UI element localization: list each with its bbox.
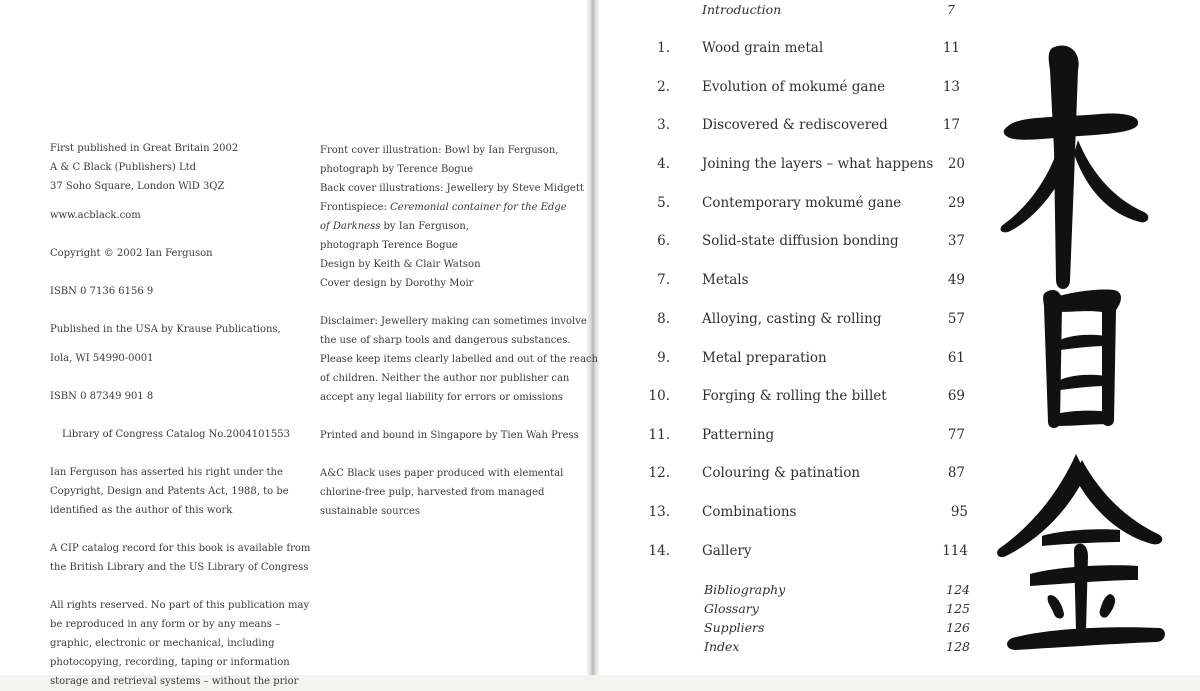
- toc-row[interactable]: [640, 195, 980, 219]
- kanji-kane: [997, 454, 1165, 650]
- credit-line: photograph Terence Bogue: [320, 240, 458, 251]
- toc-title: Alloying, casting & rolling: [702, 311, 882, 327]
- toc-row[interactable]: [640, 233, 980, 257]
- toc-row[interactable]: [640, 388, 980, 412]
- toc-row[interactable]: [640, 504, 980, 528]
- toc-page-number: 124: [946, 582, 970, 597]
- toc-row[interactable]: [640, 427, 980, 451]
- toc-page-number: 61: [947, 350, 965, 366]
- toc-title: Wood grain metal: [702, 40, 824, 56]
- credit-line: [320, 217, 598, 236]
- frontispiece-by: by Ian Ferguson,: [380, 221, 469, 232]
- website-link[interactable]: www.acblack.com: [50, 210, 141, 221]
- toc-row[interactable]: [640, 465, 980, 489]
- toc-page-number: 126: [946, 620, 970, 635]
- toc-page-number: 7: [947, 2, 955, 17]
- toc-row-index[interactable]: [640, 639, 980, 659]
- toc-row[interactable]: [640, 117, 980, 141]
- toc-page-number: 77: [947, 427, 965, 443]
- toc-page-number: 29: [947, 195, 965, 211]
- credit-line: [320, 198, 598, 217]
- frontispiece-title: of Darkness: [320, 221, 381, 232]
- toc-title: Combinations: [702, 504, 797, 520]
- rights-line: Copyright, Design and Patents Act, 1988, to be: [50, 486, 289, 497]
- toc-page-number: 95: [950, 504, 968, 520]
- toc-page-number: 128: [946, 639, 970, 654]
- printer-line: Printed and bound in Singapore by Tien Wah Press: [320, 430, 579, 441]
- frontispiece-title: Ceremonial container for the Edge: [390, 202, 567, 213]
- toc-number: 11.: [648, 427, 670, 443]
- cip-line: A CIP catalog record for this book is available from: [50, 543, 311, 554]
- toc-number: 14.: [648, 543, 670, 559]
- rights-line: Ian Ferguson has asserted his right under the: [50, 467, 283, 478]
- toc-title: Forging & rolling the billet: [702, 388, 887, 404]
- imprint-line: First published in Great Britain 2002: [50, 143, 239, 154]
- toc-page-number: 49: [947, 272, 965, 288]
- toc-page-number: 20: [947, 156, 965, 172]
- toc-number: 6.: [657, 233, 670, 249]
- reserved-line: be reproduced in any form or by any means –: [50, 619, 281, 630]
- credit-line: Design by Keith & Clair Watson: [320, 259, 481, 270]
- toc-number: 4.: [657, 156, 670, 172]
- toc-page-number: 69: [947, 388, 965, 404]
- toc-number: 5.: [657, 195, 670, 211]
- reserved-line: graphic, electronic or mechanical, including: [50, 638, 275, 649]
- usa-publisher: Published in the USA by Krause Publications,: [50, 324, 281, 335]
- credit-line: Back cover illustrations: Jewellery by Steve Midgett: [320, 183, 584, 194]
- toc-number: 2.: [657, 79, 670, 95]
- toc-page-number: 57: [947, 311, 965, 327]
- kanji-ki: [1001, 45, 1149, 289]
- toc-number: 1.: [657, 40, 670, 56]
- credit-line: photograph by Terence Bogue: [320, 164, 474, 175]
- disclaimer-line: Disclaimer: Jewellery making can sometimes involve: [320, 316, 587, 327]
- loc-catalog: Library of Congress Catalog No.2004101553: [62, 429, 290, 440]
- reserved-line: photocopying, recording, taping or information: [50, 657, 290, 668]
- toc-title: Solid-state diffusion bonding: [702, 233, 899, 249]
- toc-row[interactable]: [640, 156, 980, 180]
- toc-page-number: 13: [942, 79, 960, 95]
- copyright-line: Copyright © 2002 Ian Ferguson: [50, 248, 213, 259]
- toc-title: Gallery: [702, 543, 752, 559]
- toc-title: Metals: [702, 272, 749, 288]
- toc-page-number: 11: [942, 40, 960, 56]
- toc-number: 8.: [657, 311, 670, 327]
- toc-number: 9.: [657, 350, 670, 366]
- imprint-line: A & C Black (Publishers) Ltd: [50, 162, 197, 173]
- disclaimer-line: of children. Neither the author nor publisher can: [320, 373, 570, 384]
- toc-title: Evolution of mokumé gane: [702, 79, 886, 95]
- paper-line: A&C Black uses paper produced with elemental: [320, 468, 564, 479]
- toc-row[interactable]: [640, 543, 980, 567]
- toc-title: Colouring & patination: [702, 465, 861, 481]
- isbn-usa: ISBN 0 87349 901 8: [50, 391, 154, 402]
- toc-number: 10.: [648, 388, 670, 404]
- paper-line: sustainable sources: [320, 506, 421, 517]
- cip-line: the British Library and the US Library of Congress: [50, 562, 309, 573]
- credits-column: [320, 141, 598, 521]
- toc-page-number: 114: [942, 543, 968, 559]
- mokume-gane-calligraphy: [990, 30, 1170, 660]
- disclaimer-line: the use of sharp tools and dangerous substances.: [320, 335, 571, 346]
- toc-row[interactable]: [640, 311, 980, 335]
- kanji-me: [1043, 289, 1121, 428]
- toc-title: Glossary: [704, 601, 759, 616]
- paper-line: chlorine-free pulp, harvested from managed: [320, 487, 545, 498]
- credit-line: Front cover illustration: Bowl by Ian Ferguson,: [320, 145, 559, 156]
- toc-title: Suppliers: [704, 620, 765, 635]
- toc-number: 7.: [657, 272, 670, 288]
- rights-line: identified as the author of this work: [50, 505, 233, 516]
- toc-title: Contemporary mokumé gane: [702, 195, 902, 211]
- toc-number: 13.: [648, 504, 670, 520]
- imprint-column: [50, 139, 310, 691]
- disclaimer-line: Please keep items clearly labelled and out of the reach: [320, 354, 599, 365]
- toc-row[interactable]: [640, 350, 980, 374]
- toc-title: Joining the layers – what happens: [702, 156, 934, 172]
- toc-row-introduction[interactable]: [640, 2, 980, 26]
- frontispiece-label: Frontispiece:: [320, 202, 391, 213]
- disclaimer-line: accept any legal liability for errors or omissions: [320, 392, 563, 403]
- toc-number: 12.: [648, 465, 670, 481]
- toc-row-suppliers[interactable]: [640, 620, 980, 640]
- credit-line: Cover design by Dorothy Moir: [320, 278, 474, 289]
- toc-number: 3.: [657, 117, 670, 133]
- toc-title: Introduction: [702, 2, 782, 17]
- toc-row-bibliography[interactable]: [640, 582, 980, 602]
- imprint-line: 37 Soho Square, London WlD 3QZ: [50, 181, 225, 192]
- toc-title: Patterning: [702, 427, 775, 443]
- toc-page-number: 87: [947, 465, 965, 481]
- toc-row[interactable]: [640, 40, 980, 64]
- toc-row[interactable]: [640, 272, 980, 296]
- toc-title: Discovered & rediscovered: [702, 117, 888, 133]
- toc-title: Index: [704, 639, 740, 654]
- toc-page-number: 17: [942, 117, 960, 133]
- reserved-line: All rights reserved. No part of this publication may: [50, 600, 310, 611]
- toc-title: Metal preparation: [702, 350, 827, 366]
- reserved-line: storage and retrieval systems – without the prior: [50, 676, 299, 687]
- toc-page-number: 37: [947, 233, 965, 249]
- isbn-uk: ISBN 0 7136 6156 9: [50, 286, 154, 297]
- toc-title: Bibliography: [704, 582, 786, 597]
- toc-page-number: 125: [946, 601, 970, 616]
- usa-address: Iola, WI 54990-0001: [50, 353, 154, 364]
- toc-row[interactable]: [640, 79, 980, 103]
- toc-row-glossary[interactable]: [640, 601, 980, 621]
- calligraphy-strokes: [997, 45, 1165, 650]
